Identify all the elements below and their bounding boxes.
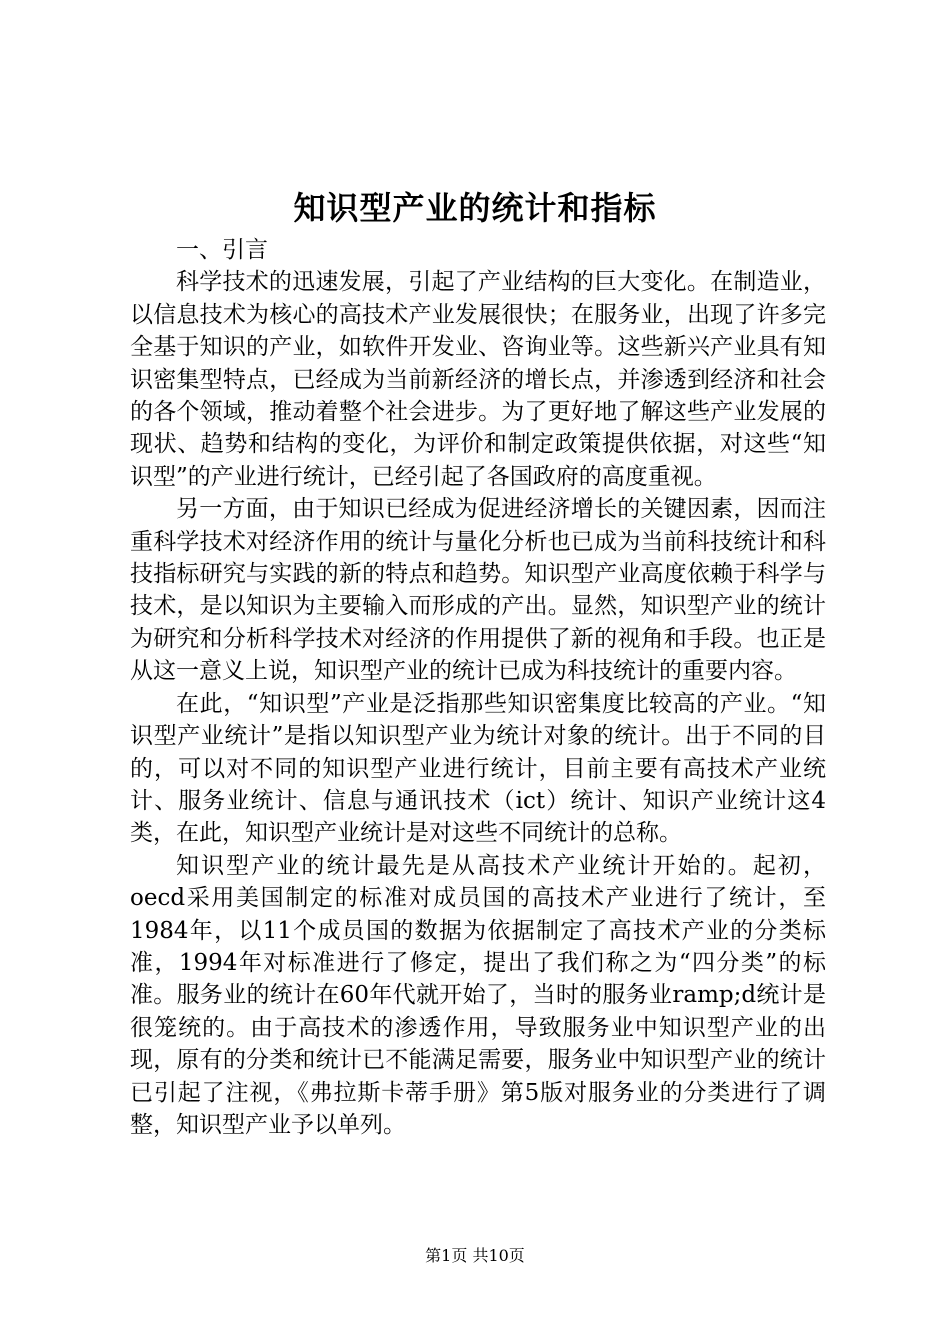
body-paragraph-3: 在此，“知识型”产业是泛指那些知识密集度比较高的产业。“知识型产业统计”是指以知识型产业为统计对象的统计。出于不同的目的，可以对不同的知识型产业进行统计，目前主要有高技术产业统计、服务业统计、信息与通讯技术（ict）统计、知识产业统计这4类，在此，知识型产业统计是对这些不同统计的总称。 xyxy=(130,690,826,847)
body-paragraph-2: 另一方面，由于知识已经成为促进经济增长的关键因素，因而注重科学技术对经济作用的统计与量化分析也已成为当前科技统计和科技指标研究与实践的新的特点和趋势。知识型产业高度依赖于科学与技术，是以知识为主要输入而形成的产出。显然，知识型产业的统计为研究和分析科学技术对经济的作用提供了新的视角和手段。也正是从这一意义上说，知识型产业的统计已成为科技统计的重要内容。 xyxy=(130,496,826,685)
document-body xyxy=(130,234,826,1141)
document-title: 知识型产业的统计和指标 xyxy=(293,189,657,227)
body-paragraph-1: 科学技术的迅速发展，引起了产业结构的巨大变化。在制造业，以信息技术为核心的高技术产业发展很快；在服务业，出现了许多完全基于知识的产业，如软件开发业、咨询业等。这些新兴产业具有知识密集型特点，已经成为当前新经济的增长点，并渗透到经济和社会的各个领域，推动着整个社会进步。为了更好地了解这些产业发展的现状、趋势和结构的变化，为评价和制定政策提供依据，对这些“知识型”的产业进行统计，已经引起了各国政府的高度重视。 xyxy=(130,269,826,490)
section-heading-introduction: 一、引言 xyxy=(176,237,268,263)
body-paragraph-4: 知识型产业的统计最先是从高技术产业统计开始的。起初，oecd采用美国制定的标准对成员国的高技术产业进行了统计，至1984年，以11个成员国的数据为依据制定了高技术产业的分类标准，1994年对标准进行了修定，提出了我们称之为“四分类”的标准。服务业的统计在60年代就开始了，当时的服务业ramp;d统计是很笼统的。由于高技术的渗透作用，导致服务业中知识型产业的出现，原有的分类和统计已不能满足需要，服务业中知识型产业的统计已引起了注视，《弗拉斯卡蒂手册》第5版对服务业的分类进行了调整，知识型产业予以单列。 xyxy=(130,852,826,1138)
page-number-footer: 第1页 共10页 xyxy=(425,1246,525,1265)
